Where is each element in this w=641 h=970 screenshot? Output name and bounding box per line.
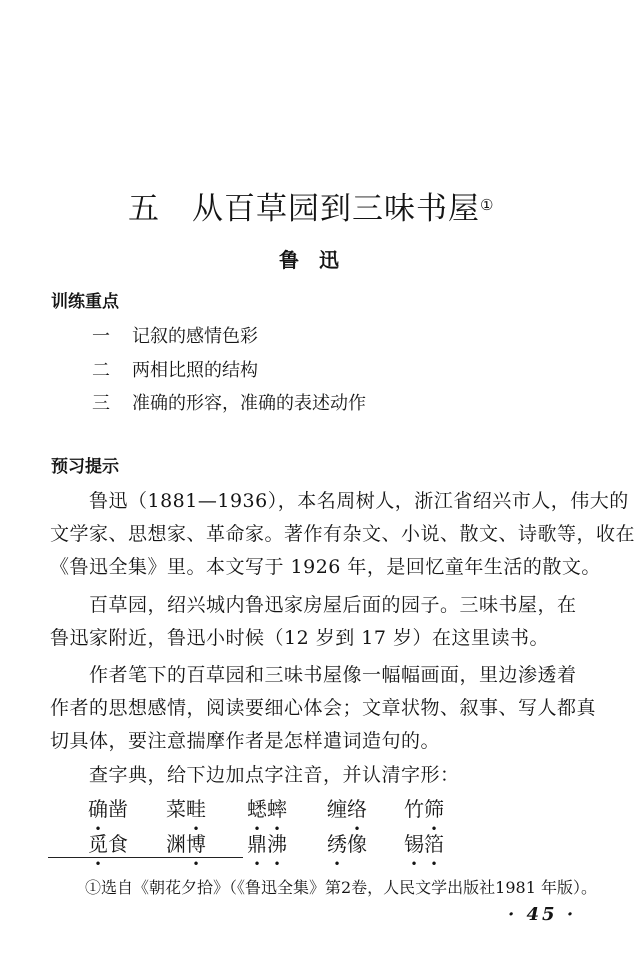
vocab-word: 菜畦 (166, 797, 206, 821)
page-number: · 45 · (508, 904, 577, 925)
vocab-word: 缠络 (327, 797, 367, 821)
body-line: 鲁迅家附近，鲁迅小时候（12 岁到 17 岁）在这里读书。 (50, 627, 549, 649)
point-text: 记叙的感情色彩 (132, 326, 258, 347)
section-heading-preview: 预习提示 (51, 457, 119, 477)
vocab-word: 鼎沸 (247, 832, 287, 856)
training-point (92, 322, 258, 348)
vocab-word: 觅食 (88, 832, 128, 856)
body-line: 查字典，给下边加点字注音，并认清字形： (50, 764, 460, 786)
title-text: 五 从百草园到三味书屋 (128, 191, 480, 227)
vocab-word: 绣像 (327, 832, 367, 856)
vocab-word: 竹筛 (404, 797, 444, 821)
vocab-word: 蟋蟀 (247, 797, 287, 821)
footnote: ①选自《朝花夕拾》（《鲁迅全集》第2卷，人民文学出版社1981 年版）。 (85, 878, 597, 897)
body-line: 鲁迅（1881—1936），本名周树人，浙江省绍兴市人，伟大的 (50, 490, 629, 512)
author: 鲁迅 (279, 248, 359, 272)
body-line: 文学家、思想家、革命家。著作有杂文、小说、散文、诗歌等，收在 (50, 523, 636, 545)
vocab-word: 渊博 (166, 832, 206, 856)
point-number: 三 (92, 393, 110, 414)
body-line: 《鲁迅全集》里。本文写于 1926 年，是回忆童年生活的散文。 (50, 556, 601, 578)
lesson-title (128, 183, 494, 228)
title-footnote-marker: ① (480, 195, 495, 214)
training-point (92, 389, 366, 415)
point-text: 准确的形容，准确的表述动作 (132, 393, 366, 414)
footnote-divider (48, 857, 243, 858)
section-heading-training: 训练重点 (51, 292, 119, 312)
training-point (92, 356, 258, 382)
vocab-word: 确凿 (88, 797, 128, 821)
point-number: 一 (92, 326, 110, 347)
body-line: 百草园，绍兴城内鲁迅家房屋后面的园子。三味书屋，在 (50, 594, 577, 616)
body-line: 作者的思想感情，阅读要细心体会；文章状物、叙事、写人都真 (50, 697, 597, 719)
point-text: 两相比照的结构 (132, 360, 258, 381)
body-line: 作者笔下的百草园和三味书屋像一幅幅画面，里边渗透着 (50, 664, 577, 686)
body-line: 切具体，要注意揣摩作者是怎样遣词造句的。 (50, 730, 441, 752)
point-number: 二 (92, 360, 110, 381)
vocab-word: 锡箔 (404, 832, 444, 856)
